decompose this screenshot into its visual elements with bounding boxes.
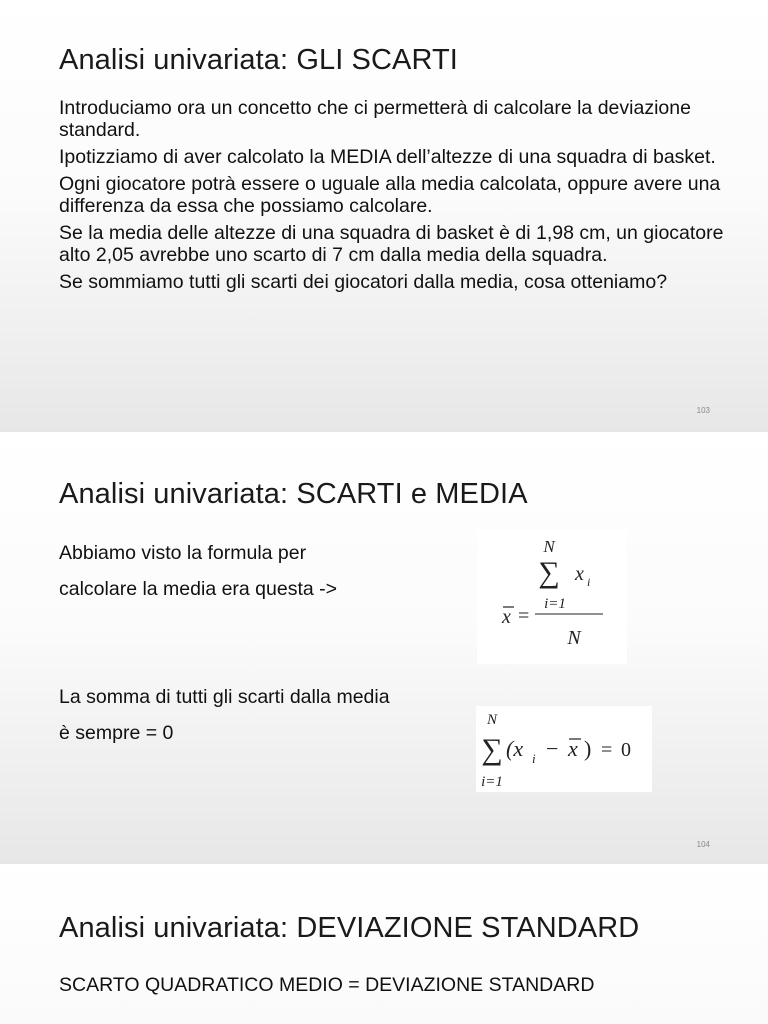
formula-result: 0 [621, 739, 631, 761]
formula-close-paren: ) [584, 736, 592, 761]
slide-subtitle: SCARTO QUADRATICO MEDIO = DEVIAZIONE STANDARD [59, 974, 595, 996]
formula-equals: = [601, 739, 613, 761]
formula-minus: − [546, 736, 559, 761]
formula-term: x [575, 563, 584, 585]
page-number: 104 [696, 840, 710, 849]
slide-title: Analisi univariata: SCARTI e MEDIA [59, 478, 528, 510]
formula-mean-symbol: x [568, 736, 578, 761]
formula-expression-sub: i [532, 751, 536, 766]
formula-term-sub: i [587, 575, 591, 589]
paragraph: Ipotizziamo di aver calcolato la MEDIA dell’altezze di una squadra di basket. [59, 146, 716, 168]
paragraph: Introduciamo ora un concetto che ci permetterà di calcolare la deviazione standard. [59, 97, 691, 141]
formula-upper-limit: N [486, 712, 498, 728]
slide-103 [0, 0, 768, 432]
slide-title: Analisi univariata: DEVIAZIONE STANDARD [59, 912, 640, 944]
mean-text-line-2: calcolare la media era questa -> [59, 578, 338, 600]
formula-upper-limit: N [543, 537, 555, 556]
formula-lower-limit: i=1 [544, 596, 566, 612]
paragraph: Se sommiamo tutti gli scarti dei giocatori dalla media, cosa otteniamo? [59, 271, 668, 293]
sum-text-line-2: è sempre = 0 [59, 722, 174, 744]
formula-lhs: x [502, 606, 511, 628]
slide-title: Analisi univariata: GLI SCARTI [59, 44, 458, 76]
formula-denominator: N [567, 627, 581, 649]
paragraph: Ogni giocatore potrà essere o uguale alla media calcolata, oppure avere una differenza da essa che possiamo calcolare. [59, 173, 721, 217]
mean-formula-image [477, 530, 627, 664]
sigma-symbol: ∑ [538, 556, 560, 589]
slide-body [59, 97, 724, 298]
sum-text-line-1: La somma di tutti gli scarti dalla media [59, 686, 390, 708]
page-number: 103 [696, 406, 710, 415]
paragraph: Se la media delle altezze di una squadra di basket è di 1,98 cm, un giocatore alto 2,05 avrebbe uno scarto di 7 cm dalla media della squadra. [59, 222, 724, 266]
formula-expression: (x [506, 736, 524, 761]
sum-formula-image [476, 706, 652, 792]
formula-lower-limit: i=1 [481, 774, 503, 790]
mean-text-line-1: Abbiamo visto la formula per [59, 542, 307, 564]
slide-105 [0, 864, 768, 1024]
slide-104 [0, 432, 768, 864]
sigma-symbol: ∑ [481, 733, 503, 766]
formula-equals: = [518, 605, 530, 627]
